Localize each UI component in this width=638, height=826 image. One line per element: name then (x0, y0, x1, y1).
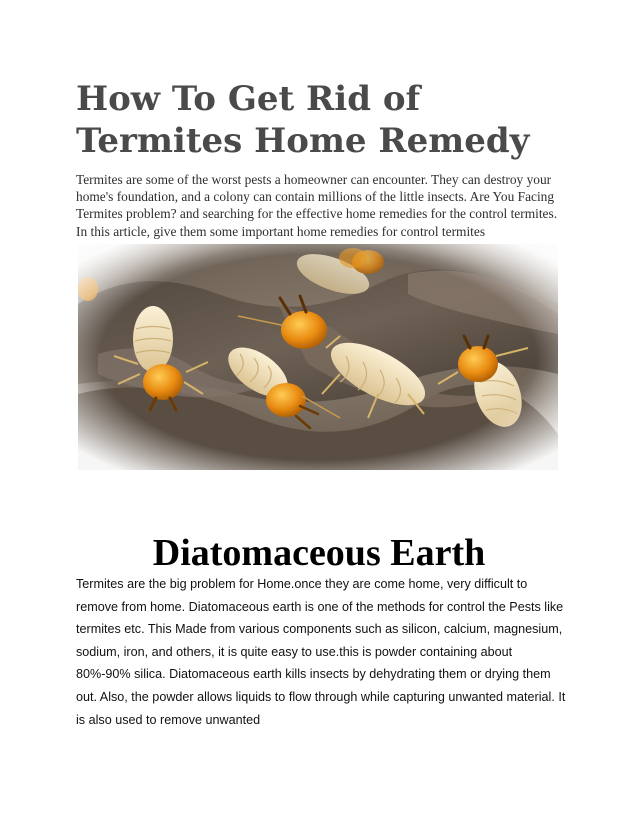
section-heading: Diatomaceous Earth (152, 532, 486, 574)
intro-paragraph: Termites are some of the worst pests a homeowner can encounter. They can destroy your home's foundation, and a colony can contain millions of the little insects. Are You Facing Termites problem? and searching for the effective home remedies for the control termites. In this article, give them some important home remedies for control termites (76, 172, 558, 239)
page-title: How To Get Rid of Termites Home Remedy (76, 79, 530, 161)
section-paragraph: Termites are the big problem for Home.once they are come home, very difficult to remove from home. Diatomaceous earth is one of the methods for control the Pests like termites etc. This Made from various components such as silicon, calcium, magnesium, sodium, iron, and others, it is quite easy to use.this is powder containing about 80%-90% silica. Diatomaceous earth kills insects by dehydrating them or drying them out. Also, the powder allows liquids to flow through while capturing unwanted material. It is also used to remove unwanted (76, 577, 566, 727)
termites-photo (78, 244, 558, 470)
